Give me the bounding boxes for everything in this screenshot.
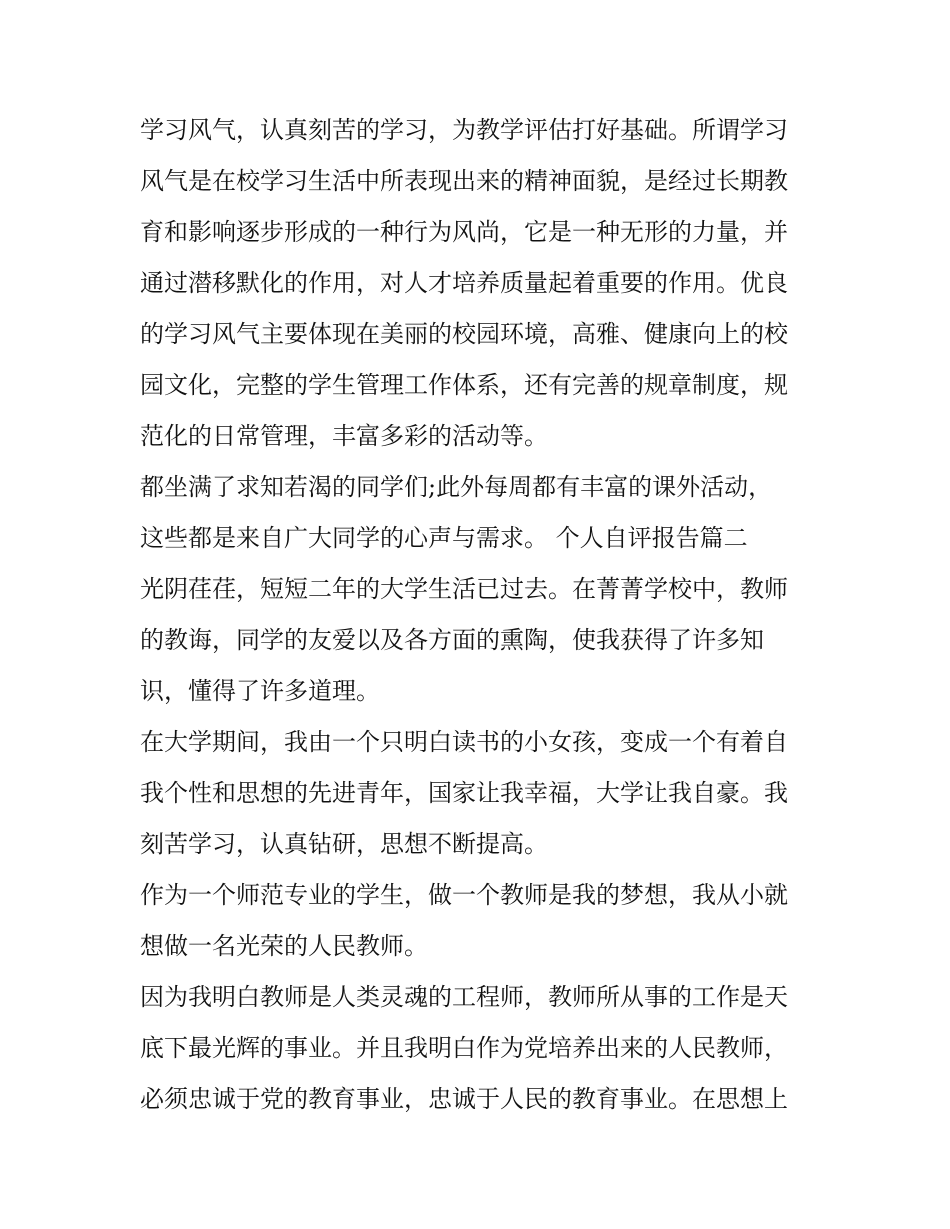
text-line: 的学习风气主要体现在美丽的校园环境，高雅、健康向上的校 [140, 320, 788, 348]
text-line: 在大学期间，我由一个只明白读书的小女孩，变成一个有着自 [140, 728, 788, 756]
text-line: 范化的日常管理，丰富多彩的活动等。 [140, 422, 548, 450]
text-line: 这些都是来自广大同学的心声与需求。 个人自评报告篇二 [140, 524, 748, 552]
text-line: 通过潜移默化的作用，对人才培养质量起着重要的作用。优良 [140, 269, 788, 297]
text-line: 因为我明白教师是人类灵魂的工程师，教师所从事的工作是天 [140, 983, 788, 1011]
text-line: 识，懂得了许多道理。 [140, 677, 380, 705]
text-line: 想做一名光荣的人民教师。 [140, 932, 428, 960]
text-line: 底下最光辉的事业。并且我明白作为党培养出来的人民教师， [140, 1034, 788, 1062]
document-body [140, 110, 820, 1130]
text-line: 学习风气，认真刻苦的学习，为教学评估打好基础。所谓学习 [140, 116, 788, 144]
text-line: 我个性和思想的先进青年，国家让我幸福，大学让我自豪。我 [140, 779, 788, 807]
text-line: 光阴荏荏，短短二年的大学生活已过去。在菁菁学校中，教师 [140, 575, 788, 603]
text-line: 刻苦学习，认真钻研，思想不断提高。 [140, 830, 548, 858]
text-line: 都坐满了求知若渴的同学们;此外每周都有丰富的课外活动， [140, 473, 773, 501]
text-line: 风气是在校学习生活中所表现出来的精神面貌，是经过长期教 [140, 167, 788, 195]
text-line: 园文化，完整的学生管理工作体系，还有完善的规章制度，规 [140, 371, 788, 399]
text-line: 育和影响逐步形成的一种行为风尚，它是一种无形的力量，并 [140, 218, 788, 246]
text-line: 必须忠诚于党的教育事业，忠诚于人民的教育事业。在思想上 [140, 1085, 788, 1113]
text-line: 的教诲，同学的友爱以及各方面的熏陶，使我获得了许多知 [140, 626, 764, 654]
text-line: 作为一个师范专业的学生，做一个教师是我的梦想，我从小就 [140, 881, 788, 909]
